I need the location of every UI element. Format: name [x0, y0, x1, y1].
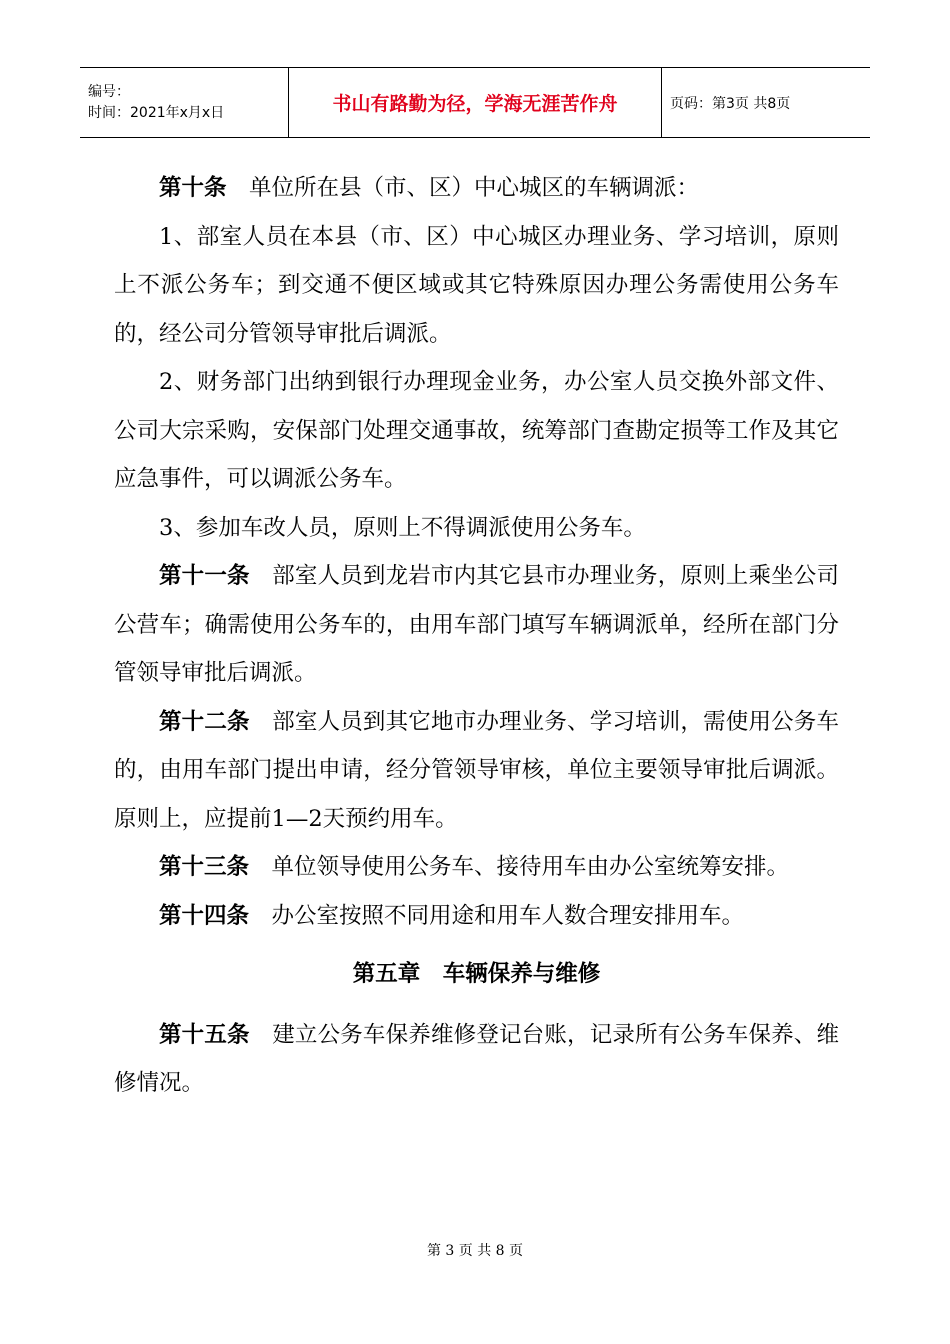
- article-text: 单位所在县（市、区）中心城区的车辆调派：: [249, 175, 700, 201]
- page-info-text: 页码：第3页 共8页: [670, 95, 791, 112]
- page-footer: [0, 1240, 950, 1260]
- article-label: 第十条: [159, 175, 227, 201]
- article-10-item-1: 1、部室人员在本县（市、区）中心城区办理业务、学习培训，原则上不派公务车；到交通不便区域或其它特殊原因办理公务需使用公务车的，经公司分管领导审批后调派。: [114, 223, 839, 347]
- serial-number-label: 编号：: [88, 83, 130, 100]
- footer-page-number: 第 3 页 共 8 页: [426, 1243, 524, 1259]
- header-meta: [80, 68, 288, 137]
- date-line: 时间：2021年x月x日: [88, 104, 225, 121]
- article-label: 第十一条: [159, 563, 250, 589]
- article-10-item-2: 2、财务部门出纳到银行办理现金业务，办公室人员交换外部文件、公司大宗采购，安保部门处理交通事故，统筹部门查勘定损等工作及其它应急事件，可以调派公务车。: [114, 369, 839, 492]
- motto-text: 书山有路勤为径，学海无涯苦作舟: [332, 93, 618, 115]
- page-header: [80, 67, 870, 138]
- article-text: 建立公务车保养维修登记台账，记录所有公务车保养、维修情况。: [114, 1021, 839, 1096]
- article-label: 第十二条: [159, 708, 250, 735]
- article-10-item-3: 3、参加车改人员，原则上不得调派使用公务车。: [159, 514, 646, 541]
- article-text: 部室人员到龙岩市内其它县市办理业务，原则上乘坐公司公营车；确需使用公务车的，由用车部门填写车辆调派单，经所在部门分管领导审批后调派。: [114, 563, 839, 686]
- header-motto: [288, 68, 662, 137]
- article-label: 第十三条: [159, 854, 250, 880]
- article-label: 第十四条: [159, 902, 250, 929]
- article-12: [114, 698, 839, 844]
- chapter-heading: 第五章 车辆保养与维修: [352, 961, 601, 987]
- article-13: [114, 843, 839, 892]
- article-label: 第十五条: [159, 1021, 250, 1048]
- article-15: [114, 1011, 839, 1108]
- article-text: 单位领导使用公务车、接待用车由办公室统筹安排。: [271, 854, 790, 880]
- article-text: 办公室按照不同用途和用车人数合理安排用车。: [271, 902, 745, 929]
- document-body: [114, 164, 839, 1108]
- article-10: [114, 164, 839, 213]
- article-11: [114, 552, 839, 698]
- article-text: 部室人员到其它地市办理业务、学习培训，需使用公务车的，由用车部门提出申请，经分管领导审核，单位主要领导审批后调派。原则上，应提前1—2天预约用车。: [114, 708, 839, 832]
- article-14: [114, 892, 839, 941]
- header-page-info: [662, 68, 790, 137]
